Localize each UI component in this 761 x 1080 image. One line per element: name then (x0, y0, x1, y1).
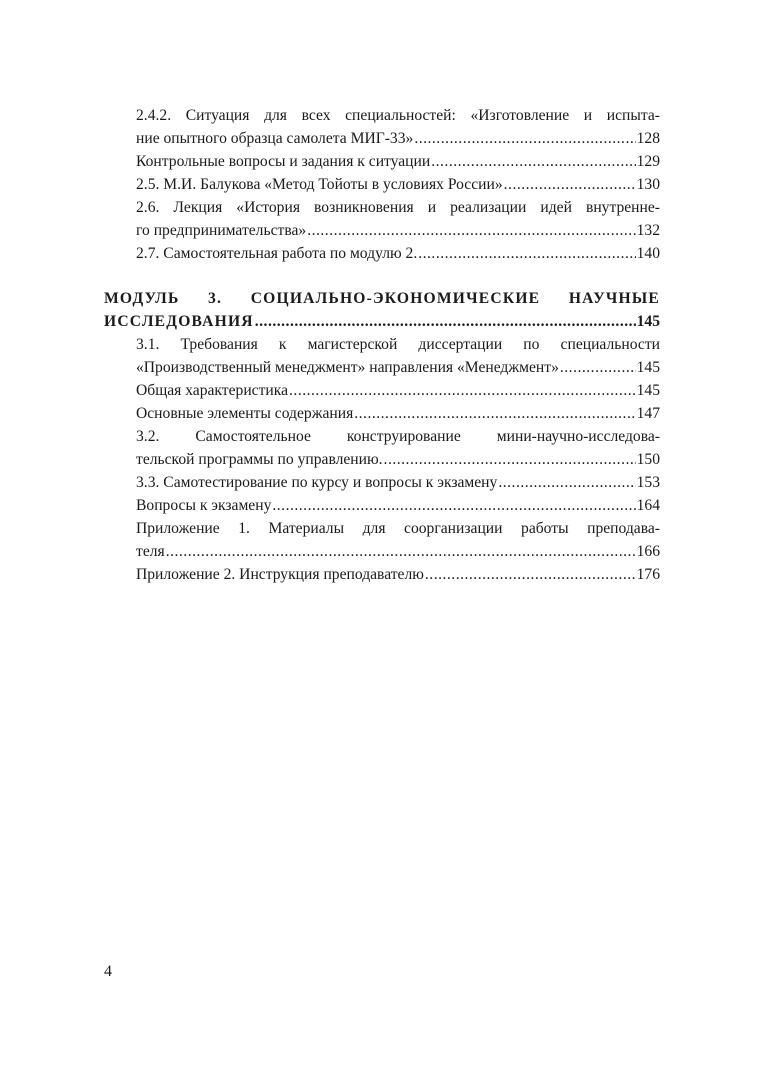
toc-entry-3-3 (104, 471, 660, 494)
toc-entry-text: «Производственный менеджмент» направления «Менеджмент» (136, 359, 559, 376)
table-of-contents (104, 104, 660, 586)
toc-entry-text: го предпринимательства» (136, 222, 307, 239)
toc-entry-text: Контрольные вопросы и задания к ситуации (136, 153, 431, 170)
toc-page-number: 147 (636, 405, 660, 422)
toc-entry-2-4-2-line-1 (104, 104, 660, 127)
toc-page-number: 140 (636, 245, 660, 262)
module-title: ИССЛЕДОВАНИЯ (104, 313, 254, 330)
dot-leader (418, 242, 635, 265)
toc-entry-text: 2.5. М.И. Балукова «Метод Тойоты в условиях России» (136, 176, 503, 193)
toc-entry-text: Вопросы к экзамену (136, 497, 272, 514)
toc-page-number: 128 (636, 130, 660, 147)
toc-entry-text: тельской программы по управлению. (136, 451, 383, 468)
dot-leader (289, 379, 636, 402)
toc-entry-text: Приложение 2. Инструкция преподавателю (136, 566, 424, 583)
dot-leader (384, 448, 636, 471)
toc-entry-2-6-line-1 (104, 196, 660, 219)
toc-page-number: 166 (636, 543, 660, 560)
toc-page-number: 145 (636, 313, 660, 330)
toc-page-number: 176 (636, 566, 660, 583)
toc-entry-2-5 (104, 173, 660, 196)
toc-entry-3-1-line-1 (104, 333, 660, 356)
toc-entry-exam-questions (104, 494, 660, 517)
toc-page-number: 129 (636, 153, 660, 170)
toc-page-number: 145 (636, 382, 660, 399)
toc-entry-appendix-2 (104, 563, 660, 586)
toc-entry-text: 2.6. Лекция «История возникновения и реализации идей внутренне- (136, 199, 660, 216)
toc-page-number: 153 (636, 474, 660, 491)
toc-entry-text: 3.1. Требования к магистерской диссертации по специальности (136, 336, 660, 353)
toc-entry-elements (104, 402, 660, 425)
toc-entry-2-4-2-line-2 (104, 127, 660, 150)
toc-entry-text: 3.3. Самотестирование по курсу и вопросы к экзамену (136, 474, 498, 491)
toc-page-number: 130 (636, 176, 660, 193)
dot-leader (431, 150, 635, 173)
dot-leader (414, 127, 635, 150)
toc-entry-text: Основные элементы содержания (136, 405, 354, 422)
dot-leader (307, 219, 635, 242)
toc-entry-3-2-line-1 (104, 425, 660, 448)
toc-entry-control-questions (104, 150, 660, 173)
toc-module-3-line-2 (104, 310, 660, 333)
section-spacer (104, 265, 660, 287)
toc-entry-general (104, 379, 660, 402)
toc-entry-2-7 (104, 242, 660, 265)
toc-entry-text: Общая характеристика (136, 382, 289, 399)
page-number: 4 (104, 963, 112, 980)
toc-entry-text: теля (136, 543, 165, 560)
toc-entry-text: ние опытного образца самолета МИГ-33» (136, 130, 414, 147)
dot-leader (504, 173, 636, 196)
toc-entry-3-2-line-2 (104, 448, 660, 471)
toc-entry-2-6-line-2 (104, 219, 660, 242)
toc-page-number: 145 (636, 359, 660, 376)
toc-entry-appendix-1-line-1 (104, 517, 660, 540)
toc-module-3-line-1 (104, 287, 660, 310)
toc-entry-appendix-1-line-2 (104, 540, 660, 563)
dot-leader (354, 402, 635, 425)
dot-leader (166, 540, 636, 563)
toc-entry-3-1-line-2 (104, 356, 660, 379)
dot-leader (560, 356, 636, 379)
toc-page-number: 150 (636, 451, 660, 468)
dot-leader (425, 563, 636, 586)
dot-leader (255, 310, 636, 333)
toc-entry-text: Приложение 1. Материалы для соорганизации работы преподава- (136, 520, 660, 537)
dot-leader (498, 471, 635, 494)
toc-entry-text: 2.7. Самостоятельная работа по модулю 2. (136, 245, 418, 262)
toc-page-number: 164 (636, 497, 660, 514)
toc-entry-text: 2.4.2. Ситуация для всех специальностей: «Изготовление и испыта- (136, 107, 660, 124)
module-title: МОДУЛЬ 3. СОЦИАЛЬНО-ЭКОНОМИЧЕСКИЕ НАУЧНЫЕ (104, 290, 660, 307)
toc-entry-text: 3.2. Самостоятельное конструирование мини-научно-исследова- (136, 428, 660, 445)
dot-leader (272, 494, 635, 517)
toc-page-number: 132 (636, 222, 660, 239)
